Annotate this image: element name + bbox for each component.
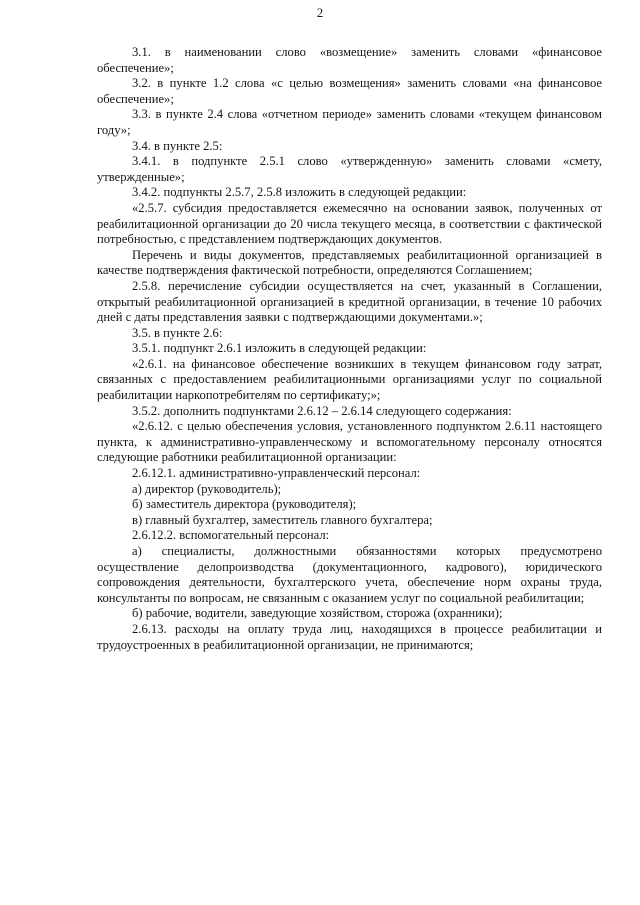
paragraph-3-5: 3.5. в пункте 2.6:: [132, 325, 223, 340]
paragraph-3-5-2: 3.5.2. дополнить подпунктами 2.6.12 – 2.6.14 следующего содержания:: [132, 403, 512, 418]
paragraph-documents-list: Перечень и виды документов, представляемых реабилитационной организацией в качестве подтверждения фактической потребности, определяются Соглашением;: [97, 247, 602, 278]
paragraph-2-6-12-1: 2.6.12.1. административно-управленческий персонал:: [132, 466, 421, 481]
list-item-chief-accountant: в) главный бухгалтер, заместитель главного бухгалтера;: [132, 512, 433, 527]
page-number: 2: [316, 6, 324, 20]
list-item-workers: б) рабочие, водители, заведующие хозяйством, сторожа (охранники);: [132, 606, 503, 621]
list-item-deputy-director: б) заместитель директора (руководителя);: [132, 497, 357, 512]
list-item-specialists: а) специалисты, должностными обязанностями которых предусмотрено осуществление делопроизводства (документационного, кадрового), юридического сопровождения деятельности, бухгалтерского учета, обеспечение норм охраны труда, консультанты по вопросам, не связанным с оказанием услуг по социальной реабилитации;: [97, 544, 602, 605]
paragraph-3-4-1: 3.4.1. в подпункте 2.5.1 слово «утвержденную» заменить словами «смету, утвержденные»;: [97, 154, 602, 184]
paragraph-3-4-2: 3.4.2. подпункты 2.5.7, 2.5.8 изложить в следующей редакции:: [132, 185, 467, 200]
paragraph-2-6-1: «2.6.1. на финансовое обеспечение возникших в текущем финансовом году затрат, связанных с предоставлением реабилитационными организациями услуг по социальной реабилитации наркопотребителям по сертификату;»;: [97, 356, 602, 403]
paragraph-2-6-12-2: 2.6.12.2. вспомогательный персонал:: [132, 528, 330, 543]
paragraph-3-1: 3.1. в наименовании слово «возмещение» заменить словами «финансовое обеспечение»;: [97, 45, 602, 75]
document-body: [97, 45, 602, 653]
paragraph-2-6-13: 2.6.13. расходы на оплату труда лиц, находящихся в процессе реабилитации и трудоустроенных в реабилитационной организации, не принимаются;: [97, 621, 602, 652]
paragraph-3-5-1: 3.5.1. подпункт 2.6.1 изложить в следующей редакции:: [132, 341, 427, 356]
paragraph-3-3: 3.3. в пункте 2.4 слова «отчетном периоде» заменить словами «текущем финансовом году»;: [97, 107, 602, 137]
paragraph-3-4: 3.4. в пункте 2.5:: [132, 138, 223, 153]
paragraph-3-2: 3.2. в пункте 1.2 слова «с целью возмещения» заменить словами «на финансовое обеспечение»;: [97, 76, 602, 106]
paragraph-2-5-7: «2.5.7. субсидия предоставляется ежемесячно на основании заявок, полученных от реабилитационной организации до 20 числа текущего месяца, в соответствии с фактической потребностью, с представлением подтверждающих документов.: [97, 200, 602, 247]
paragraph-2-6-12: «2.6.12. с целью обеспечения условия, установленного подпунктом 2.6.11 настоящего пункта, к административно-управленческому и вспомогательному персоналу относятся следующие работники реабилитационной организации:: [97, 419, 602, 465]
list-item-director: а) директор (руководитель);: [132, 481, 282, 496]
paragraph-2-5-8: 2.5.8. перечисление субсидии осуществляется на счет, указанный в Соглашении, открытый реабилитационной организацией в кредитной организации, в течение 10 рабочих дней с даты представления заявки с подтверждающими документами.»;: [97, 278, 602, 325]
